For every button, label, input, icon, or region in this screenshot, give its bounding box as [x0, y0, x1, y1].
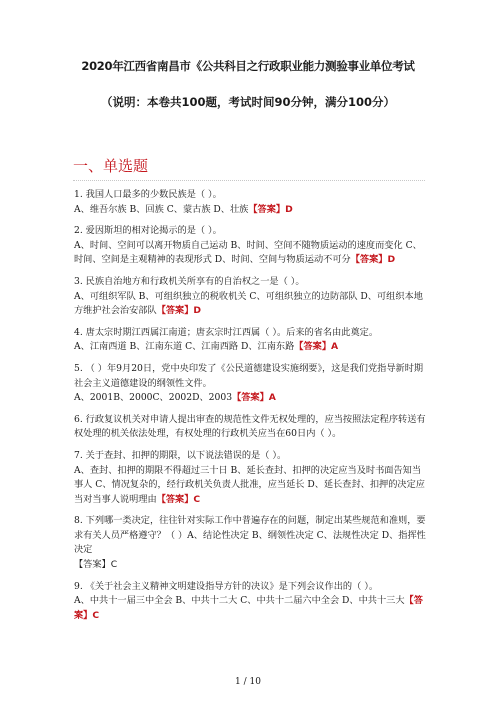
options-text: A、维吾尔族 B、回族 C、蒙古族 D、壮族 [74, 203, 249, 215]
question-text: 3. 民族自治地方和行政机关所享有的自治权之一是（ ）。 [74, 275, 305, 287]
answer-label: 【答案】C [74, 595, 423, 621]
options-text: A、查封、扣押的期限不得超过三十日 B、延长查封、扣押的决定应当及时书面告知当事人 C、情况复杂的，经行政机关负责人批准，应当延长 D、延长查封、扣押的决定应当对当事人说明理由 [74, 464, 425, 505]
question-options [74, 203, 426, 218]
question-options [74, 594, 426, 623]
options-text: A、2001B、2000C、2002D、2003 [74, 392, 233, 404]
question-list [74, 188, 426, 630]
question-text: 5. （ ）年9月20日，党中央印发了《公民道德建设实施纲要》，这是我们党指导新时期社会主义道德建设的纲领性文件。 [74, 362, 424, 389]
question-options [74, 340, 426, 355]
answer-label: 【答案】A [294, 341, 339, 353]
question-item [74, 580, 426, 624]
answer-label: 【答案】D [248, 203, 293, 215]
question-options [74, 391, 426, 406]
question-text: 8. 下列哪一类决定，往往针对实际工作中普遍存在的问题，制定出某些规范和准则，要求有关人员严格遵守？（ ）A、结论性决定 B、纲领性决定 C、法规性决定 D、指挥性决定 [74, 515, 426, 556]
question-item [74, 413, 426, 442]
question-item [74, 362, 426, 406]
question-options [74, 464, 426, 508]
question-options [74, 558, 426, 573]
options-text: A、时间、空间可以离开物质自己运动 B、时间、空间不随物质运动的速度而变化 C、时间、空间是主观精神的表现形式 D、时间、空间与物质运动不可分 [74, 239, 422, 266]
question-item [74, 275, 426, 319]
question-text: 6. 行政复议机关对申请人提出审查的规范性文件无权处理的，应当按照法定程序转送有权处理的机关依法处理，有权处理的行政机关应当在60日内（ ）。 [74, 413, 426, 440]
answer-label: 【答案】D [350, 254, 396, 266]
question-item [74, 326, 426, 355]
document-title: 2020年江西省南昌市《公共科目之行政职业能力测验事业单位考试 [81, 59, 415, 73]
question-item [74, 514, 426, 572]
question-text: 2. 爱因斯坦的相对论揭示的是（ ）。 [74, 225, 222, 237]
question-options [74, 290, 426, 319]
question-options [74, 239, 426, 268]
answer-label: 【答案】C [156, 493, 201, 505]
question-text: 1. 我国人口最多的少数民族是（ ）。 [74, 189, 222, 200]
section-divider [73, 180, 425, 181]
answer-label: 【答案】C [74, 559, 118, 571]
question-item [74, 188, 426, 217]
question-text: 9. 《关于社会主义精神文明建设指导方针的决议》是下列会议作出的（ ）。 [74, 580, 379, 592]
question-item [74, 449, 426, 507]
document-subtitle: （说明：本卷共100题，考试时间90分钟，满分100分） [100, 95, 395, 109]
section-heading: 一、单选题 [73, 157, 149, 175]
answer-label: 【答案】D [156, 305, 202, 317]
options-text: A、中共十一届三中全会 B、中共十二大 C、中共十二届六中全会 D、中共十三大 [74, 595, 405, 607]
question-text: 7. 关于查封、扣押的期限，以下说法错误的是（ ）。 [74, 449, 287, 461]
question-item [74, 224, 426, 268]
question-text: 4. 唐太宗时期江西属江南道；唐玄宗时江西属（ ）。后来的省名由此奠定。 [74, 326, 379, 338]
answer-label: 【答案】A [232, 392, 276, 404]
options-text: A、可组织军队 B、可组织独立的税收机关 C、可组织独立的边防部队 D、可组织本地方维护社会治安部队 [74, 290, 423, 317]
options-text: A、江南西道 B、江南东道 C、江南西路 D、江南东路 [74, 341, 295, 353]
page-indicator: 1 / 10 [235, 677, 261, 687]
